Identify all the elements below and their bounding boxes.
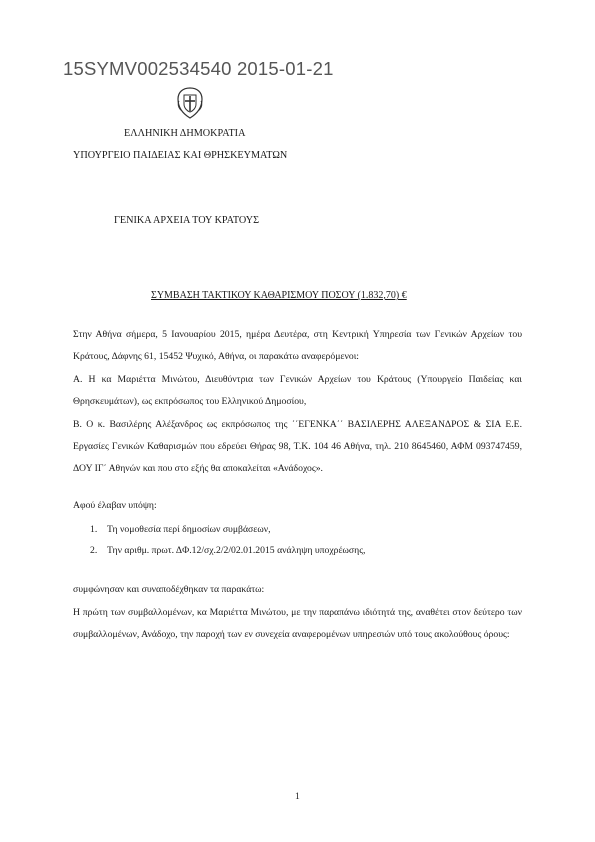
ada-code: 15SYMV002534540 2015-01-21 <box>63 58 334 79</box>
list-item-text: Την αριθμ. πρωτ. ΔΦ.12/σχ.2/2/02.01.2015 ανάληψη υποχρέωσης, <box>107 545 366 556</box>
ministry-heading: ΥΠΟΥΡΓΕΙΟ ΠΑΙΔΕΙΑΣ ΚΑΙ ΘΡΗΣΚΕΥΜΑΤΩΝ <box>73 150 288 161</box>
list-item-text: Τη νομοθεσία περί δημοσίων συμβάσεων, <box>107 524 271 535</box>
greek-coat-of-arms-icon <box>175 87 205 119</box>
service-heading: ΓΕΝΙΚΑ ΑΡΧΕΙΑ ΤΟΥ ΚΡΑΤΟΥΣ <box>114 215 260 226</box>
republic-heading: ΕΛΛΗΝΙΚΗ ΔΗΜΟΚΡΑΤΙΑ <box>124 128 246 139</box>
considering-line: Αφού έλαβαν υπόψη: <box>73 500 157 511</box>
list-item-number: 2. <box>90 545 98 556</box>
page-number: 1 <box>295 792 300 802</box>
list-item-number: 1. <box>90 524 98 535</box>
assignment-paragraph: Η πρώτη των συμβαλλομένων, κα Μαριέττα Μινώτου, με την παραπάνω ιδιότητά της, αναθέτει στον δεύτερο των συμβαλλομένων, Ανάδοχο, την παροχή των εν συνεχεία αναφερομένων υπηρεσιών υπό τους ακολούθους όρους: <box>73 607 522 640</box>
document-title: ΣΥΜΒΑΣΗ ΤΑΚΤΙΚΟΥ ΚΑΘΑΡΙΣΜΟΥ ΠΟΣΟΥ (1.832,70) € <box>151 290 407 301</box>
party-b-paragraph: Β. Ο κ. Βασιλέρης Αλέξανδρος ως εκπρόσωπος της ΄΄ΕΓΕΝΚΑ΄΄ ΒΑΣΙΛΕΡΗΣ ΑΛΕΞΑΝΔΡΟΣ & ΣΙΑ Ε.Ε. Εργασίες Γενικών Καθαρισμών που εδρεύει Θήρας 98, Τ.Κ. 104 46 Αθήνα, τηλ. 210 8645460, ΑΦΜ 093747459, ΔΟΥ ΙΓ΄ Αθηνών και που στο εξής θα αποκαλείται «Ανάδοχος». <box>73 419 522 474</box>
agreed-line: συμφώνησαν και συναποδέχθηκαν τα παρακάτω: <box>73 584 265 595</box>
party-a-paragraph: Α. Η κα Μαριέττα Μινώτου, Διευθύντρια των Γενικών Αρχείων του Κράτους (Υπουργείο Παιδείας και Θρησκευμάτων), ως εκπρόσωπος του Ελληνικού Δημοσίου, <box>73 374 522 407</box>
intro-paragraph: Στην Αθήνα σήμερα, 5 Ιανουαρίου 2015, ημέρα Δευτέρα, στη Κεντρική Υπηρεσία των Γενικών Αρχείων του Κράτους, Δάφνης 61, 15452 Ψυχικό, Αθήνα, οι παρακάτω αναφερόμενοι: <box>73 329 522 362</box>
